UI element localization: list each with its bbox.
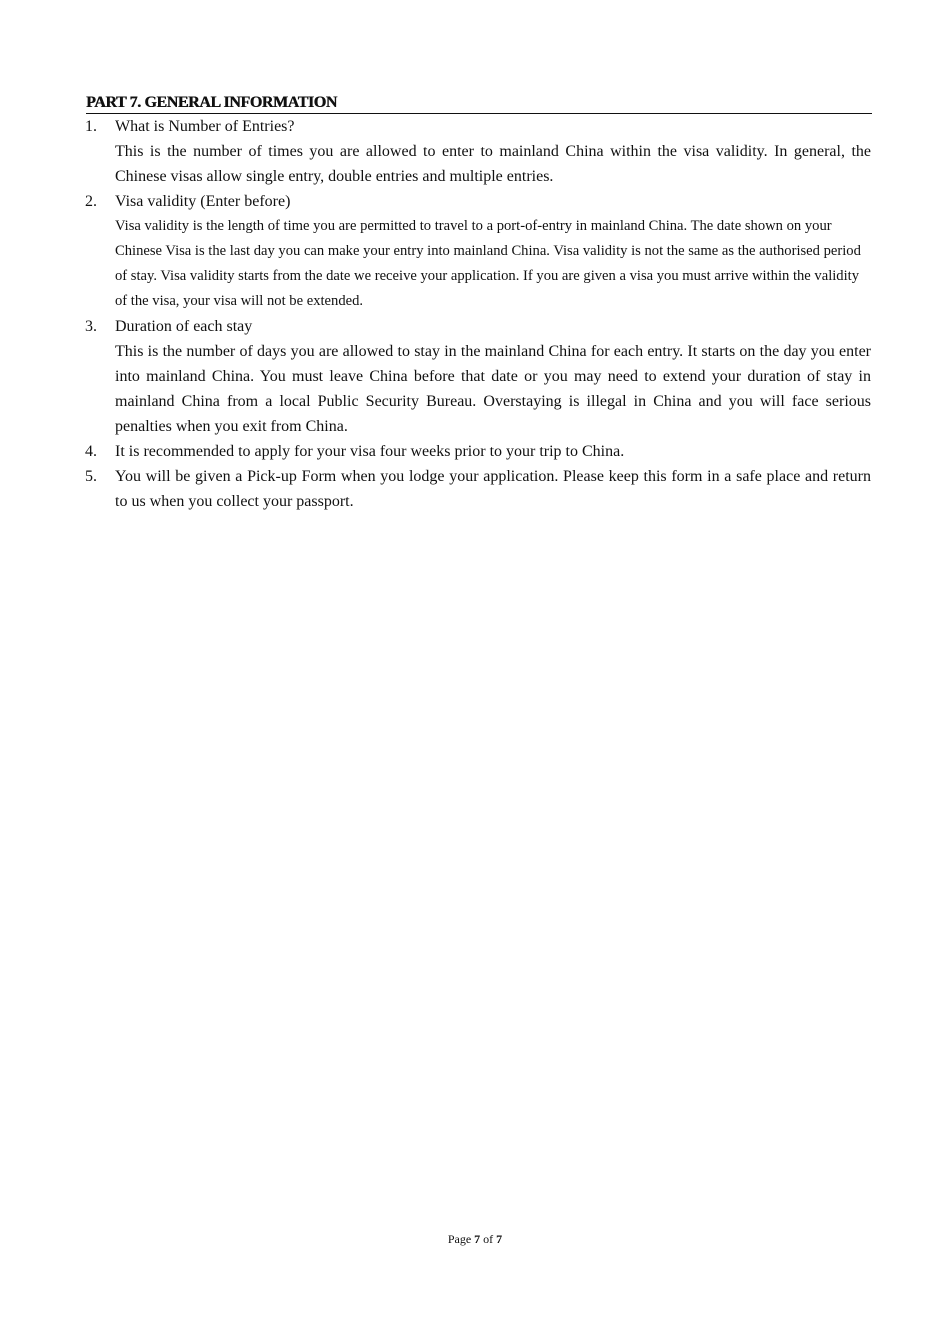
list-item-body [115, 464, 871, 514]
list-item-body [115, 189, 871, 314]
list-item-number: 4. [85, 443, 97, 460]
current-page-number: 7 [474, 1232, 481, 1246]
list-item [0, 464, 950, 514]
general-information-list [0, 114, 950, 514]
list-item-text: It is recommended to apply for your visa four weeks prior to your trip to China. [115, 443, 625, 460]
page-label: Page [447, 1232, 472, 1246]
list-item-body [115, 114, 871, 189]
list-item [0, 189, 950, 314]
list-item-number: 5. [85, 468, 97, 485]
list-item [0, 314, 950, 439]
list-item-body [115, 314, 871, 439]
list-item-number: 3. [85, 318, 97, 335]
list-item-title: Duration of each stay [115, 318, 253, 335]
list-item-title: What is Number of Entries? [115, 118, 295, 135]
page-footer [0, 1230, 950, 1248]
section-heading-text: PART 7. GENERAL INFORMATION [86, 94, 337, 111]
list-item-title: Visa validity (Enter before) [115, 193, 291, 210]
list-item-number: 2. [85, 193, 97, 210]
list-item-body [115, 439, 871, 464]
list-item-number: 1. [85, 118, 97, 135]
total-pages-number: 7 [496, 1232, 503, 1246]
list-item [0, 439, 950, 464]
list-item [0, 114, 950, 189]
list-item-description: This is the number of times you are allowed to enter to mainland China within the visa validity. In general, the Chinese visas allow single entry, double entries and multiple entries. [115, 143, 871, 185]
list-item-text: You will be given a Pick-up Form when you lodge your application. Please keep this form in a safe place and return to us when you collect your passport. [115, 468, 871, 510]
page-of-label: of [483, 1232, 494, 1246]
list-item-description: This is the number of days you are allowed to stay in the mainland China for each entry. It starts on the day you enter into mainland China. You must leave China before that date or you may need to extend your duration of stay in mainland China from a local Public Security Bureau. Overstaying is illegal in China and you will face serious penalties when you exit from China. [115, 343, 871, 435]
section-heading [86, 92, 872, 114]
list-item-description: Visa validity is the length of time you are permitted to travel to a port-of-entry in mainland China. The date shown on your Chinese Visa is the last day you can make your entry into mainland China. Visa validity is not the same as the authorised period of stay. Visa validity starts from the date we receive your application. If you are given a visa you must arrive within the validity of the visa, your visa will not be extended. [115, 218, 861, 309]
